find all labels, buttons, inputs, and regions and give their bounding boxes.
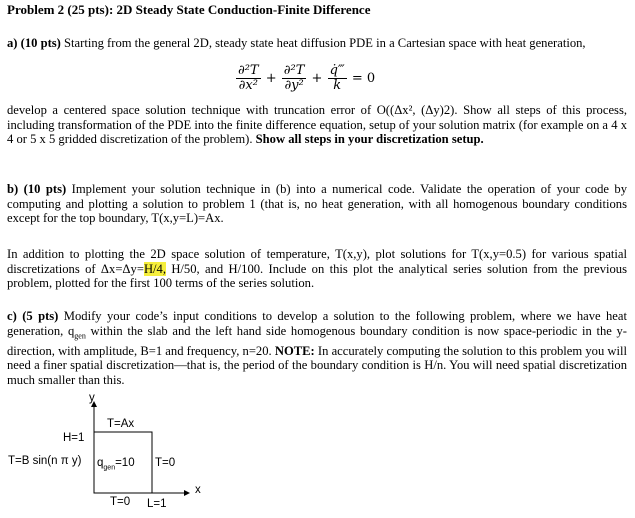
height-label: H=1 bbox=[63, 432, 85, 444]
eq-plus2: + bbox=[311, 71, 323, 86]
problem-title: Problem 2 (25 pts): 2D Steady State Conduction-Finite Difference bbox=[7, 2, 371, 17]
bottom-bc-label: T=0 bbox=[110, 496, 131, 508]
generation-label bbox=[97, 457, 135, 471]
eq-term3 bbox=[328, 64, 347, 93]
part-c-text-pre: Modify your code’s input conditions to develop a solution to the following problem, where we have heat generation, q bbox=[7, 309, 627, 338]
eq-term2-den: ∂y² bbox=[284, 78, 304, 93]
eq-term1-num: ∂²T bbox=[238, 63, 259, 78]
part-b-text2-pre: In addition to plotting the 2D space solution of temperature, T(x,y), plot solutions for T(x,y=0.5) for various spatial discretizations of Δx=Δy= bbox=[7, 247, 627, 276]
top-bc-label: T=Ax bbox=[107, 418, 135, 430]
heat-equation bbox=[235, 64, 375, 93]
eq-term1-den: ∂x² bbox=[238, 78, 258, 93]
right-bc-label: T=0 bbox=[155, 457, 176, 469]
gen-sub: gen bbox=[103, 464, 116, 472]
part-a-text2: develop a centered space solution technique with truncation error of O((Δx², (Δy)2). Show all steps of this process, including transformation of the PDE into the finite difference equation, setup of your solution matrix (for example on a 4 x 4 or 5 x 5 gridded discretization of the problem). bbox=[7, 103, 627, 146]
part-a-body bbox=[7, 103, 627, 147]
eq-term3-den: k bbox=[333, 78, 342, 93]
part-c-label: c) (5 pts) bbox=[7, 309, 59, 323]
part-c-sub: gen bbox=[74, 331, 86, 341]
note-label: NOTE: bbox=[274, 343, 315, 358]
boundary-diagram bbox=[0, 390, 260, 518]
eq-term3-num: q̇‴ bbox=[329, 63, 345, 78]
eq-term2 bbox=[282, 64, 307, 93]
part-a-text2-bold: Show all steps in your discretization setup. bbox=[255, 132, 484, 146]
part-a-label: a) (10 pts) bbox=[7, 36, 61, 50]
gen-q: q bbox=[97, 457, 104, 469]
part-b-text2-post: H/50, and H/100. Include on this plot the analytical series solution from the previous problem, plotted for the first 100 terms of the series solution. bbox=[7, 261, 627, 290]
part-c-body bbox=[7, 309, 627, 387]
part-b-label: b) (10 pts) bbox=[7, 182, 67, 196]
part-a-intro bbox=[7, 36, 627, 51]
part-b-intro bbox=[7, 182, 627, 226]
part-c-text-post: In accurately computing the solution to this problem you will need a finer spatial discretization—that is, the period of the boundary condition is H/n. You will need spatial discretization much smaller than this. bbox=[7, 343, 628, 387]
part-b-text1: Implement your solution technique in (b) into a numerical code. Validate the operation of your code by computing and plotting a solution to problem 1 (that is, no heat generation, with all homogenous boundary conditions except for the top boundary, T(x,y=L)=Ax. bbox=[7, 182, 628, 225]
part-b-body bbox=[7, 247, 627, 291]
eq-rhs: = 0 bbox=[351, 71, 376, 86]
part-c-text-mid: within the slab and the left hand side homogenous boundary condition is now space-periodic in the y-direction, with amplitude, B=1 and frequency, n=20. bbox=[7, 323, 627, 358]
eq-term1 bbox=[236, 64, 261, 93]
gen-val: =10 bbox=[115, 457, 135, 469]
length-label: L=1 bbox=[147, 498, 167, 510]
x-axis-label: x bbox=[195, 484, 201, 496]
eq-plus1: + bbox=[265, 71, 277, 86]
part-a-text1: Starting from the general 2D, steady state heat diffusion PDE in a Cartesian space with heat generation, bbox=[64, 36, 586, 50]
highlight-h4: H/4, bbox=[143, 261, 166, 276]
eq-term2-num: ∂²T bbox=[283, 63, 305, 78]
left-bc-label: T=B sin(n π y) bbox=[8, 455, 82, 467]
y-axis-label: y bbox=[89, 392, 95, 404]
